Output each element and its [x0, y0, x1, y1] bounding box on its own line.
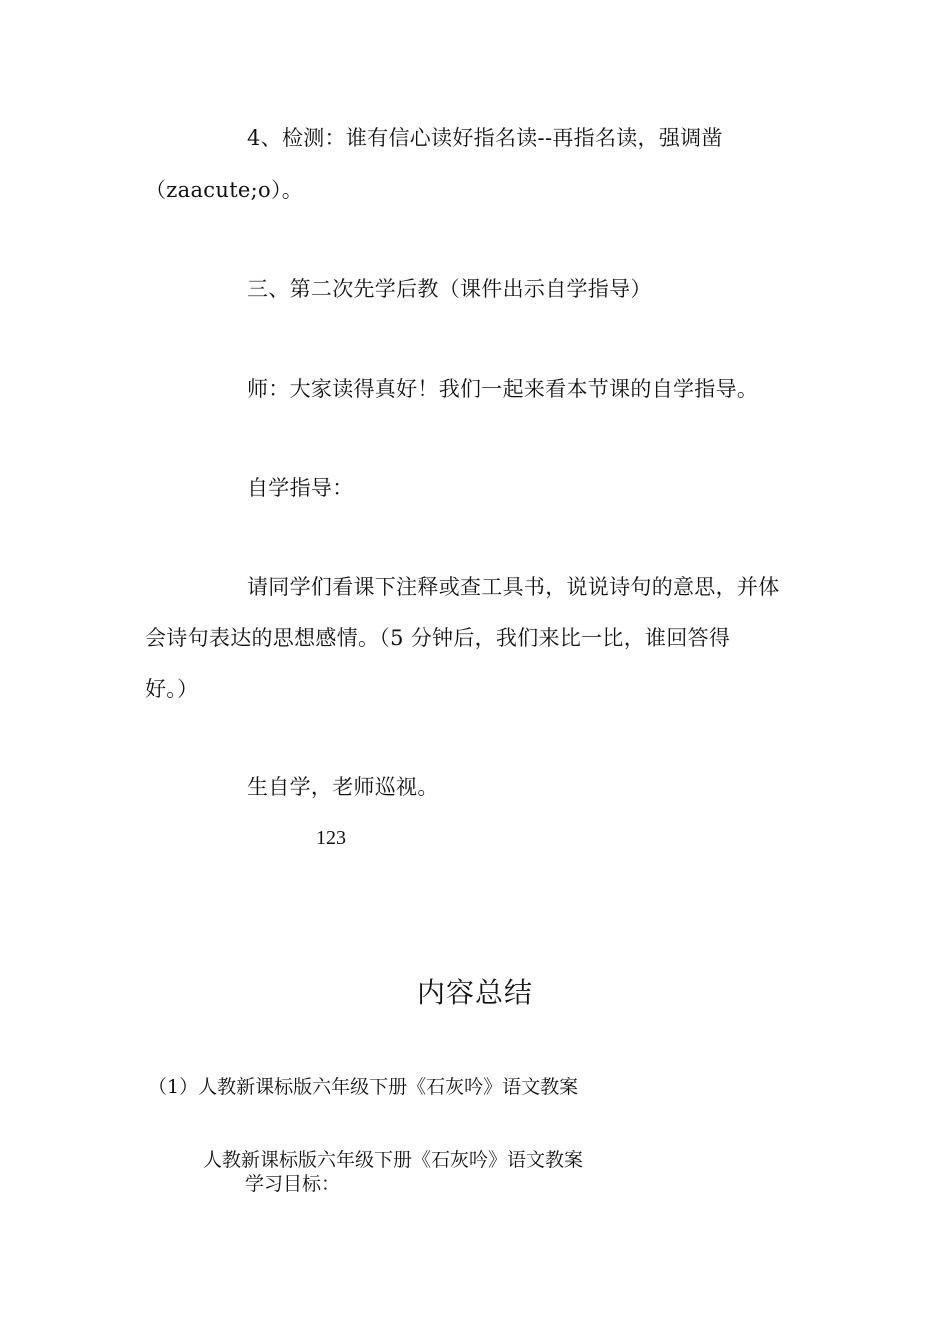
paragraph-check-reading: 4、检测：谁有信心读好指名读--再指名读，强调凿	[247, 126, 723, 150]
summary-item-1: （1）人教新课标版六年级下册《石灰吟》语文教案	[148, 1076, 579, 1098]
paragraph-students-self-study: 生自学，老师巡视。	[247, 775, 439, 799]
page-number: 123	[316, 827, 346, 849]
paragraph-instructions-line-2: 会诗句表达的思想感情。（5 分钟后，我们来比一比，谁回答得	[145, 626, 731, 650]
paragraph-instructions-line-3: 好。）	[145, 677, 199, 701]
summary-subtitle: 人教新课标版六年级下册《石灰吟》语文教案	[203, 1149, 584, 1171]
paragraph-pinyin-note: （zaacute;o）。	[145, 178, 304, 202]
section-heading-second-study: 三、第二次先学后教（课件出示自学指导）	[247, 277, 652, 301]
summary-learning-goals: 学习目标：	[245, 1173, 341, 1195]
paragraph-teacher-remark: 师：大家读得真好！我们一起来看本节课的自学指导。	[247, 377, 759, 401]
paragraph-self-study-label: 自学指导：	[247, 476, 354, 500]
summary-heading: 内容总结	[416, 976, 533, 1009]
paragraph-instructions-line-1: 请同学们看课下注释或查工具书，说说诗句的意思，并体	[247, 575, 780, 599]
